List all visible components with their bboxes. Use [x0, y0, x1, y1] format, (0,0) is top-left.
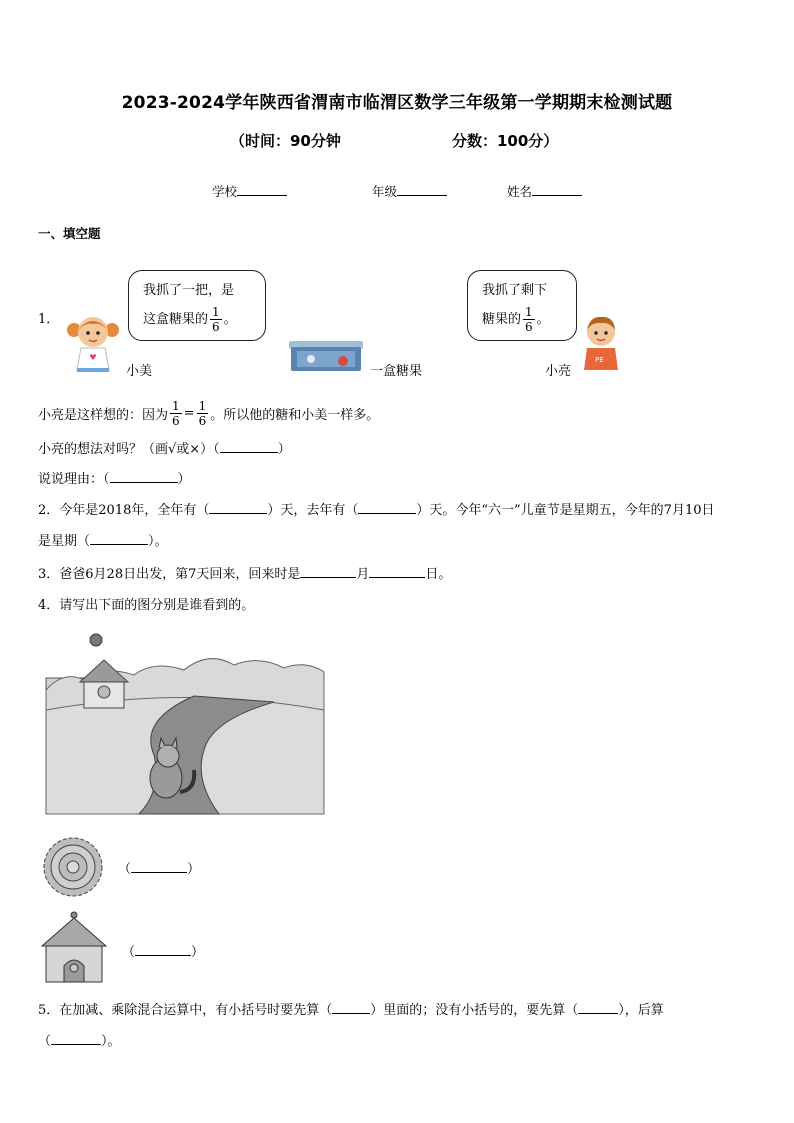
q5-blank-1[interactable]	[332, 1001, 370, 1014]
q2-blank-1[interactable]	[209, 501, 267, 514]
boy-speech-bubble	[467, 270, 577, 341]
q2-text-a: 2．今年是2018年，全年有（	[38, 503, 210, 518]
boy-speech-line1: 我抓了剩下	[482, 283, 548, 298]
girl-label: 小美	[126, 364, 153, 379]
q4-answer1	[118, 858, 200, 877]
q3-text-a: 3．爸爸6月28日出发，第7天回来，回来时是	[38, 567, 301, 582]
q5-text-a: 5．在加减、乘除混合运算中，有小括号时要先算（	[38, 1003, 333, 1018]
grade-field	[372, 182, 447, 200]
q2-line2	[38, 530, 168, 549]
q1-reason-end: ）	[177, 472, 191, 487]
q3-text-c: 日。	[425, 567, 452, 582]
q1-thought	[38, 399, 379, 428]
boy-fraction	[523, 305, 535, 334]
q3-line	[38, 563, 451, 582]
q5-text-b: ）里面的；没有小括号的，要先算（	[370, 1003, 579, 1018]
q4-blank-1[interactable]	[131, 860, 187, 873]
q1-answer-blank[interactable]	[220, 440, 278, 453]
q2-text-e: ）。	[148, 534, 168, 549]
girl-speech-prefix: 这盒糖果的	[143, 312, 209, 327]
q5-line2	[38, 1030, 121, 1049]
q4-answer1-close: ）	[187, 862, 201, 877]
q3-blank-month[interactable]	[300, 565, 356, 578]
school-blank[interactable]	[237, 183, 287, 196]
q4-answer1-open: （	[118, 862, 132, 877]
q5-text-d: （	[38, 1034, 52, 1049]
girl-speech-bubble	[128, 270, 266, 341]
fraction-numerator: 1	[198, 399, 207, 413]
girl-fraction	[210, 305, 222, 334]
flower-topview-illustration	[38, 836, 108, 898]
thought-fraction-left	[170, 399, 182, 428]
name-field	[507, 182, 582, 200]
q4-answer2	[122, 941, 204, 960]
thought-fraction-right	[197, 399, 209, 428]
svg-text:PE: PE	[595, 356, 604, 364]
house-illustration	[38, 910, 110, 986]
fraction-numerator: 1	[525, 305, 533, 319]
boy-speech-line2	[482, 305, 562, 334]
grade-blank[interactable]	[397, 183, 447, 196]
q2-blank-3[interactable]	[90, 532, 148, 545]
girl-speech-line1: 我抓了一把，是	[143, 283, 235, 298]
q1-number: 1．	[38, 312, 60, 327]
q2-text-d: 是星期（	[38, 534, 91, 549]
grade-label: 年级	[372, 184, 398, 199]
fraction-denominator: 6	[525, 320, 533, 334]
q1-question-text: 小亮的想法对吗？（画√或×）（	[38, 442, 220, 457]
q1-question	[38, 438, 291, 457]
scene-illustration	[44, 630, 326, 816]
girl-illustration	[64, 312, 122, 374]
q4-text: 4．请写出下面的图分别是谁看到的。	[38, 598, 255, 613]
q3-blank-day[interactable]	[369, 565, 425, 578]
girl-speech-suffix: 。	[223, 312, 237, 327]
q1-reason-text: 说说理由：（	[38, 472, 110, 487]
q3-text-b: 月	[356, 567, 370, 582]
q5-text-c: ），后算	[618, 1003, 664, 1018]
school-label: 学校	[212, 184, 238, 199]
girl-speech-line2	[143, 305, 251, 334]
boy-speech-prefix: 糖果的	[482, 312, 522, 327]
fraction-denominator: 6	[212, 320, 220, 334]
school-field	[212, 182, 287, 200]
page-title: 2023-2024学年陕西省渭南市临渭区数学三年级第一学期期末检测试题	[121, 93, 673, 113]
q5-text-e: ）。	[101, 1034, 121, 1049]
q5-blank-2[interactable]	[578, 1001, 618, 1014]
fraction-denominator: 6	[172, 414, 180, 428]
thought-equals: =	[183, 406, 195, 421]
q1-reason-blank[interactable]	[110, 470, 178, 483]
section-title: 一、填空题	[38, 226, 101, 241]
name-label: 姓名	[507, 184, 533, 199]
thought-suffix: 。所以他的糖和小美一样多。	[210, 408, 380, 423]
q2-blank-2[interactable]	[358, 501, 416, 514]
name-blank[interactable]	[532, 183, 582, 196]
box-label: 一盒糖果	[370, 364, 423, 379]
q5-line1	[38, 999, 664, 1018]
q2-line1	[38, 499, 714, 518]
q4-answer2-open: （	[122, 945, 136, 960]
q2-text-c: ）天。今年“六一”儿童节是星期五，今年的7月10日	[416, 503, 715, 518]
boy-label: 小亮	[545, 364, 572, 379]
q1-reason	[38, 468, 191, 487]
fraction-numerator: 1	[172, 399, 180, 413]
q1-question-end: ）	[277, 442, 291, 457]
q2-text-b: ）天，去年有（	[267, 503, 359, 518]
boy-speech-suffix: 。	[536, 312, 550, 327]
boy-illustration	[578, 314, 624, 372]
q4-answer2-close: ）	[191, 945, 205, 960]
thought-prefix: 小亮是这样想的：因为	[38, 408, 169, 423]
fraction-denominator: 6	[198, 414, 207, 428]
exam-time: （时间：90分钟	[230, 132, 341, 150]
q5-blank-3[interactable]	[51, 1032, 101, 1045]
q4-blank-2[interactable]	[135, 943, 191, 956]
exam-score: 分数：100分）	[452, 132, 559, 150]
fraction-numerator: 1	[212, 305, 220, 319]
candy-box-illustration	[287, 337, 365, 373]
